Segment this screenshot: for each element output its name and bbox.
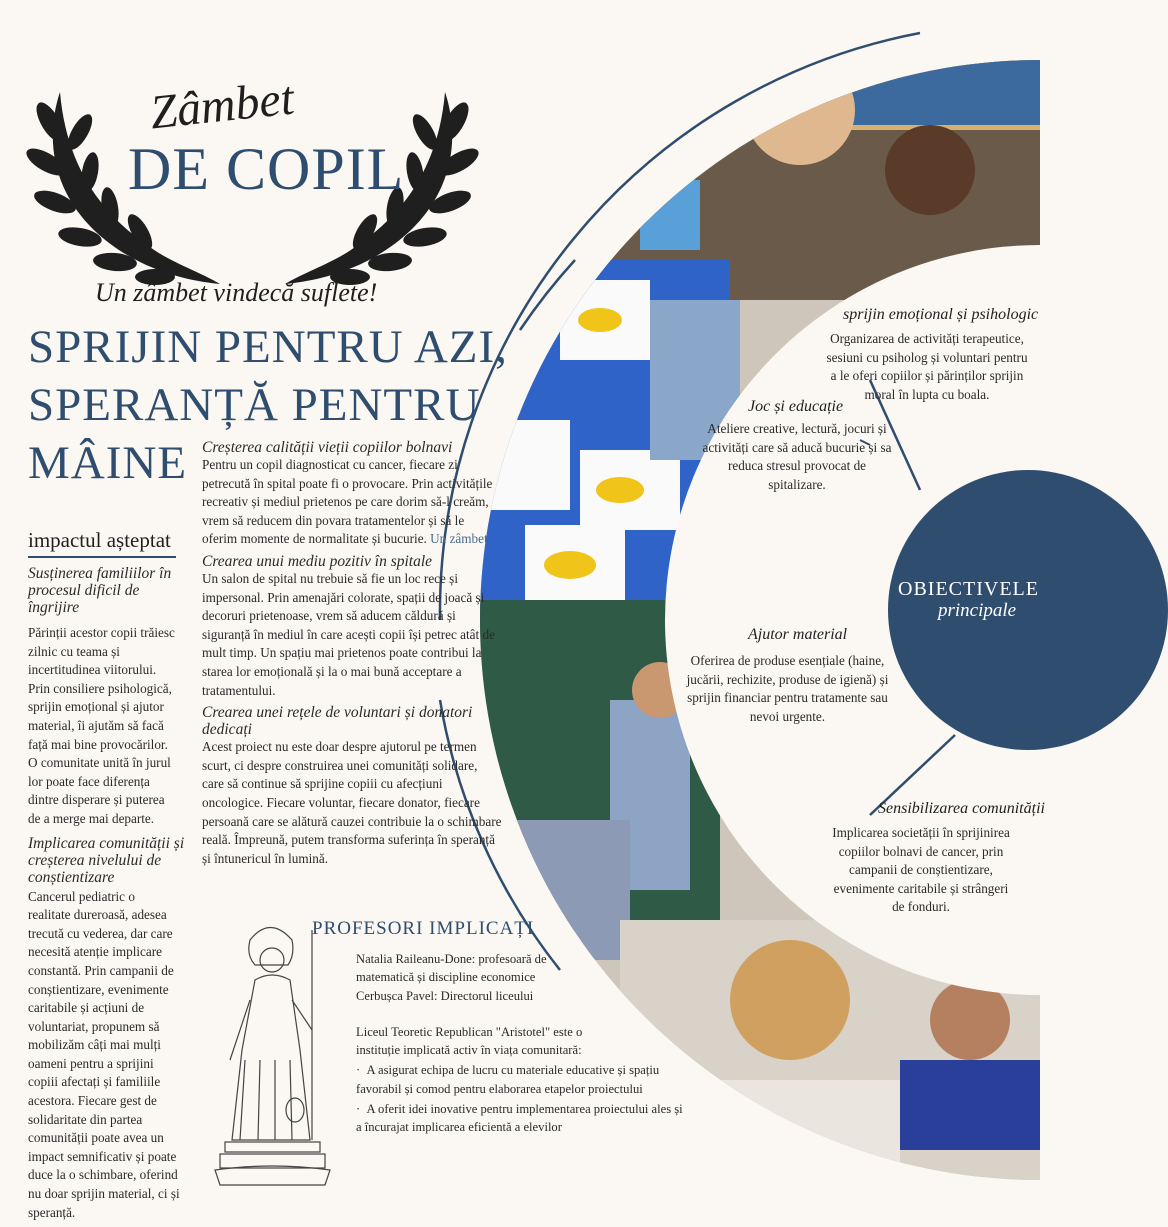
- headline-line-1: SPRIJIN PENTRU AZI,: [28, 321, 508, 373]
- logo-script-title: Zâmbet: [147, 71, 297, 140]
- athena-statue-icon: [200, 910, 340, 1190]
- impact-community-text: Cancerul pediatric o realitate dureroasă, adesea trecută cu vederea, dar care necesită atenție implicare constantă. Prin campanii de conștientizare, evenimente caritabile și acțiuni de voluntariat, propunem să mobilizăm câți mai mulți oameni pentru a sprijini copiii afectați și familiile acestora. Fiecare gest de solidaritate din partea comunității poate avea un impact semnificativ și poate duce la o schimbare, oferind nu doar sprijin material, ci și speranță.: [28, 888, 180, 1220]
- school-contribution-1: · A asigurat echipa de lucru cu materiale educative și spațiu favorabil și comod pentru elaborarea etapelor proiectului: [356, 1063, 660, 1096]
- quality-of-life-heading: Creșterea calității vieții copiilor bolnavi: [202, 439, 453, 456]
- objective-play-text: Ateliere creative, lectură, jocuri și activități care să aducă bucurie și sa reduca stresul provocat de spitalizare.: [702, 421, 892, 492]
- volunteer-network-heading: Crearea unei rețele de voluntari și donatori dedicați: [202, 704, 473, 739]
- objective-awareness-heading: Sensibilizarea comunității: [878, 800, 1045, 817]
- objective-material-text: Oferirea de produse esențiale (haine, jucării, rechizite, produse de igienă) și sprijin financiar pentru tratamente sau nevoi urgente.: [686, 653, 889, 724]
- bullet-icon: ·: [356, 1063, 361, 1078]
- smile-link[interactable]: Un zâmbet.: [430, 531, 491, 547]
- hospital-environment-heading: Crearea unui mediu pozitiv în spitale: [202, 552, 433, 570]
- professors-title: PROFESORI IMPLICAȚI: [312, 918, 535, 939]
- school-contribution-2: · A oferit idei inovative pentru implementarea proiectului ales și a încurajat implicarea eficientă a elevilor: [356, 1102, 683, 1135]
- impact-family-text: Părinții acestor copii trăiesc zilnic cu teama și incertitudinea viitorului. Prin consiliere psihologică, sprijin emoțional și ajutor material, îi ajutăm să facă față mai bine provocărilor. O comunitate unită în jurul lor poate face diferența dintre disperare și puterea de a merge mai departe.: [28, 625, 175, 826]
- goals-column: [202, 437, 502, 868]
- headline-line-2: SPERANȚĂ PENTRU: [28, 379, 481, 431]
- objective-material-heading: Ajutor material: [748, 626, 848, 643]
- impact-column: [28, 565, 185, 1222]
- professor-1: Natalia Raileanu-Done: profesoară de matematică și discipline economice: [356, 952, 547, 985]
- logo-main-title: DE COPIL: [128, 136, 405, 202]
- quality-of-life-text: Pentru un copil diagnosticat cu cancer, fiecare zi petrecută în spital poate fi o provocare. Prin activitățile recreativ și mediul prietenos pe care dorim să-l creăm, vrem să reducem din povara tratamentelor și să le oferim momente de normalitate și bucurie. Un zâmbet.: [202, 457, 493, 547]
- objective-play-heading: Joc și educație: [748, 398, 844, 415]
- bullet-icon: ·: [356, 1102, 361, 1117]
- objective-emotional-text: Organizarea de activități terapeutice, sesiuni cu psiholog și voluntari pentru a le oferi copiilor și părinților sprijin moral în lupta cu boala.: [826, 331, 1028, 402]
- objectives-title: OBIECTIVELE: [898, 578, 1039, 600]
- volunteer-network-text: Acest proiect nu este doar despre ajutorul pe termen scurt, ci despre construirea unei comunități solidare, care să continue să sprijine copiii cu afecțiuni oncologice. Fiecare voluntar, fiecare donator, fiecare persoană care se alătură cauzei contribuie la o schimbare reală. Împreună, putem transforma suferința în speranță și întunericul în lumină.: [202, 739, 502, 866]
- professor-2: Cerbușca Pavel: Directorul liceului: [356, 988, 534, 1003]
- school-intro: Liceul Teoretic Republican "Aristotel" este o instituție implicată activ în viața comunitară:: [356, 1024, 583, 1058]
- objectives-subtitle: principale: [938, 600, 1017, 621]
- impact-title: impactul așteptat: [28, 528, 171, 552]
- headline-line-3: MÂINE: [28, 437, 188, 489]
- impact-divider: [28, 556, 176, 558]
- objectives-circle: [888, 470, 1168, 750]
- impact-community-heading: Implicarea comunității și creșterea nivelului de conștientizare: [28, 834, 185, 886]
- impact-family-heading: Susținerea familiilor în procesul dificil de îngrijire: [28, 565, 172, 616]
- objective-awareness-text: Implicarea societății în sprijinirea copiilor bolnavi de cancer, prin campanii de conștientizare, evenimente caritabile și strângeri de fonduri.: [832, 825, 1010, 914]
- objective-emotional-heading: sprijin emoțional și psihologic: [843, 306, 1039, 323]
- hospital-environment-text: Un salon de spital nu trebuie să fie un loc rece și impersonal. Prin amenajări colorate, spații de joacă și decoruri prietenoase, vrem să aducem căldură și siguranță în mediul în care acești copii își petrec atât de mult timp. Un spațiu mai prietenos poate contribui la starea lor emoțională și la o mai bună acceptare a tratamentului.: [202, 570, 495, 698]
- professors-block: [356, 950, 686, 1137]
- slogan: Un zâmbet vindecă suflete!: [95, 278, 378, 307]
